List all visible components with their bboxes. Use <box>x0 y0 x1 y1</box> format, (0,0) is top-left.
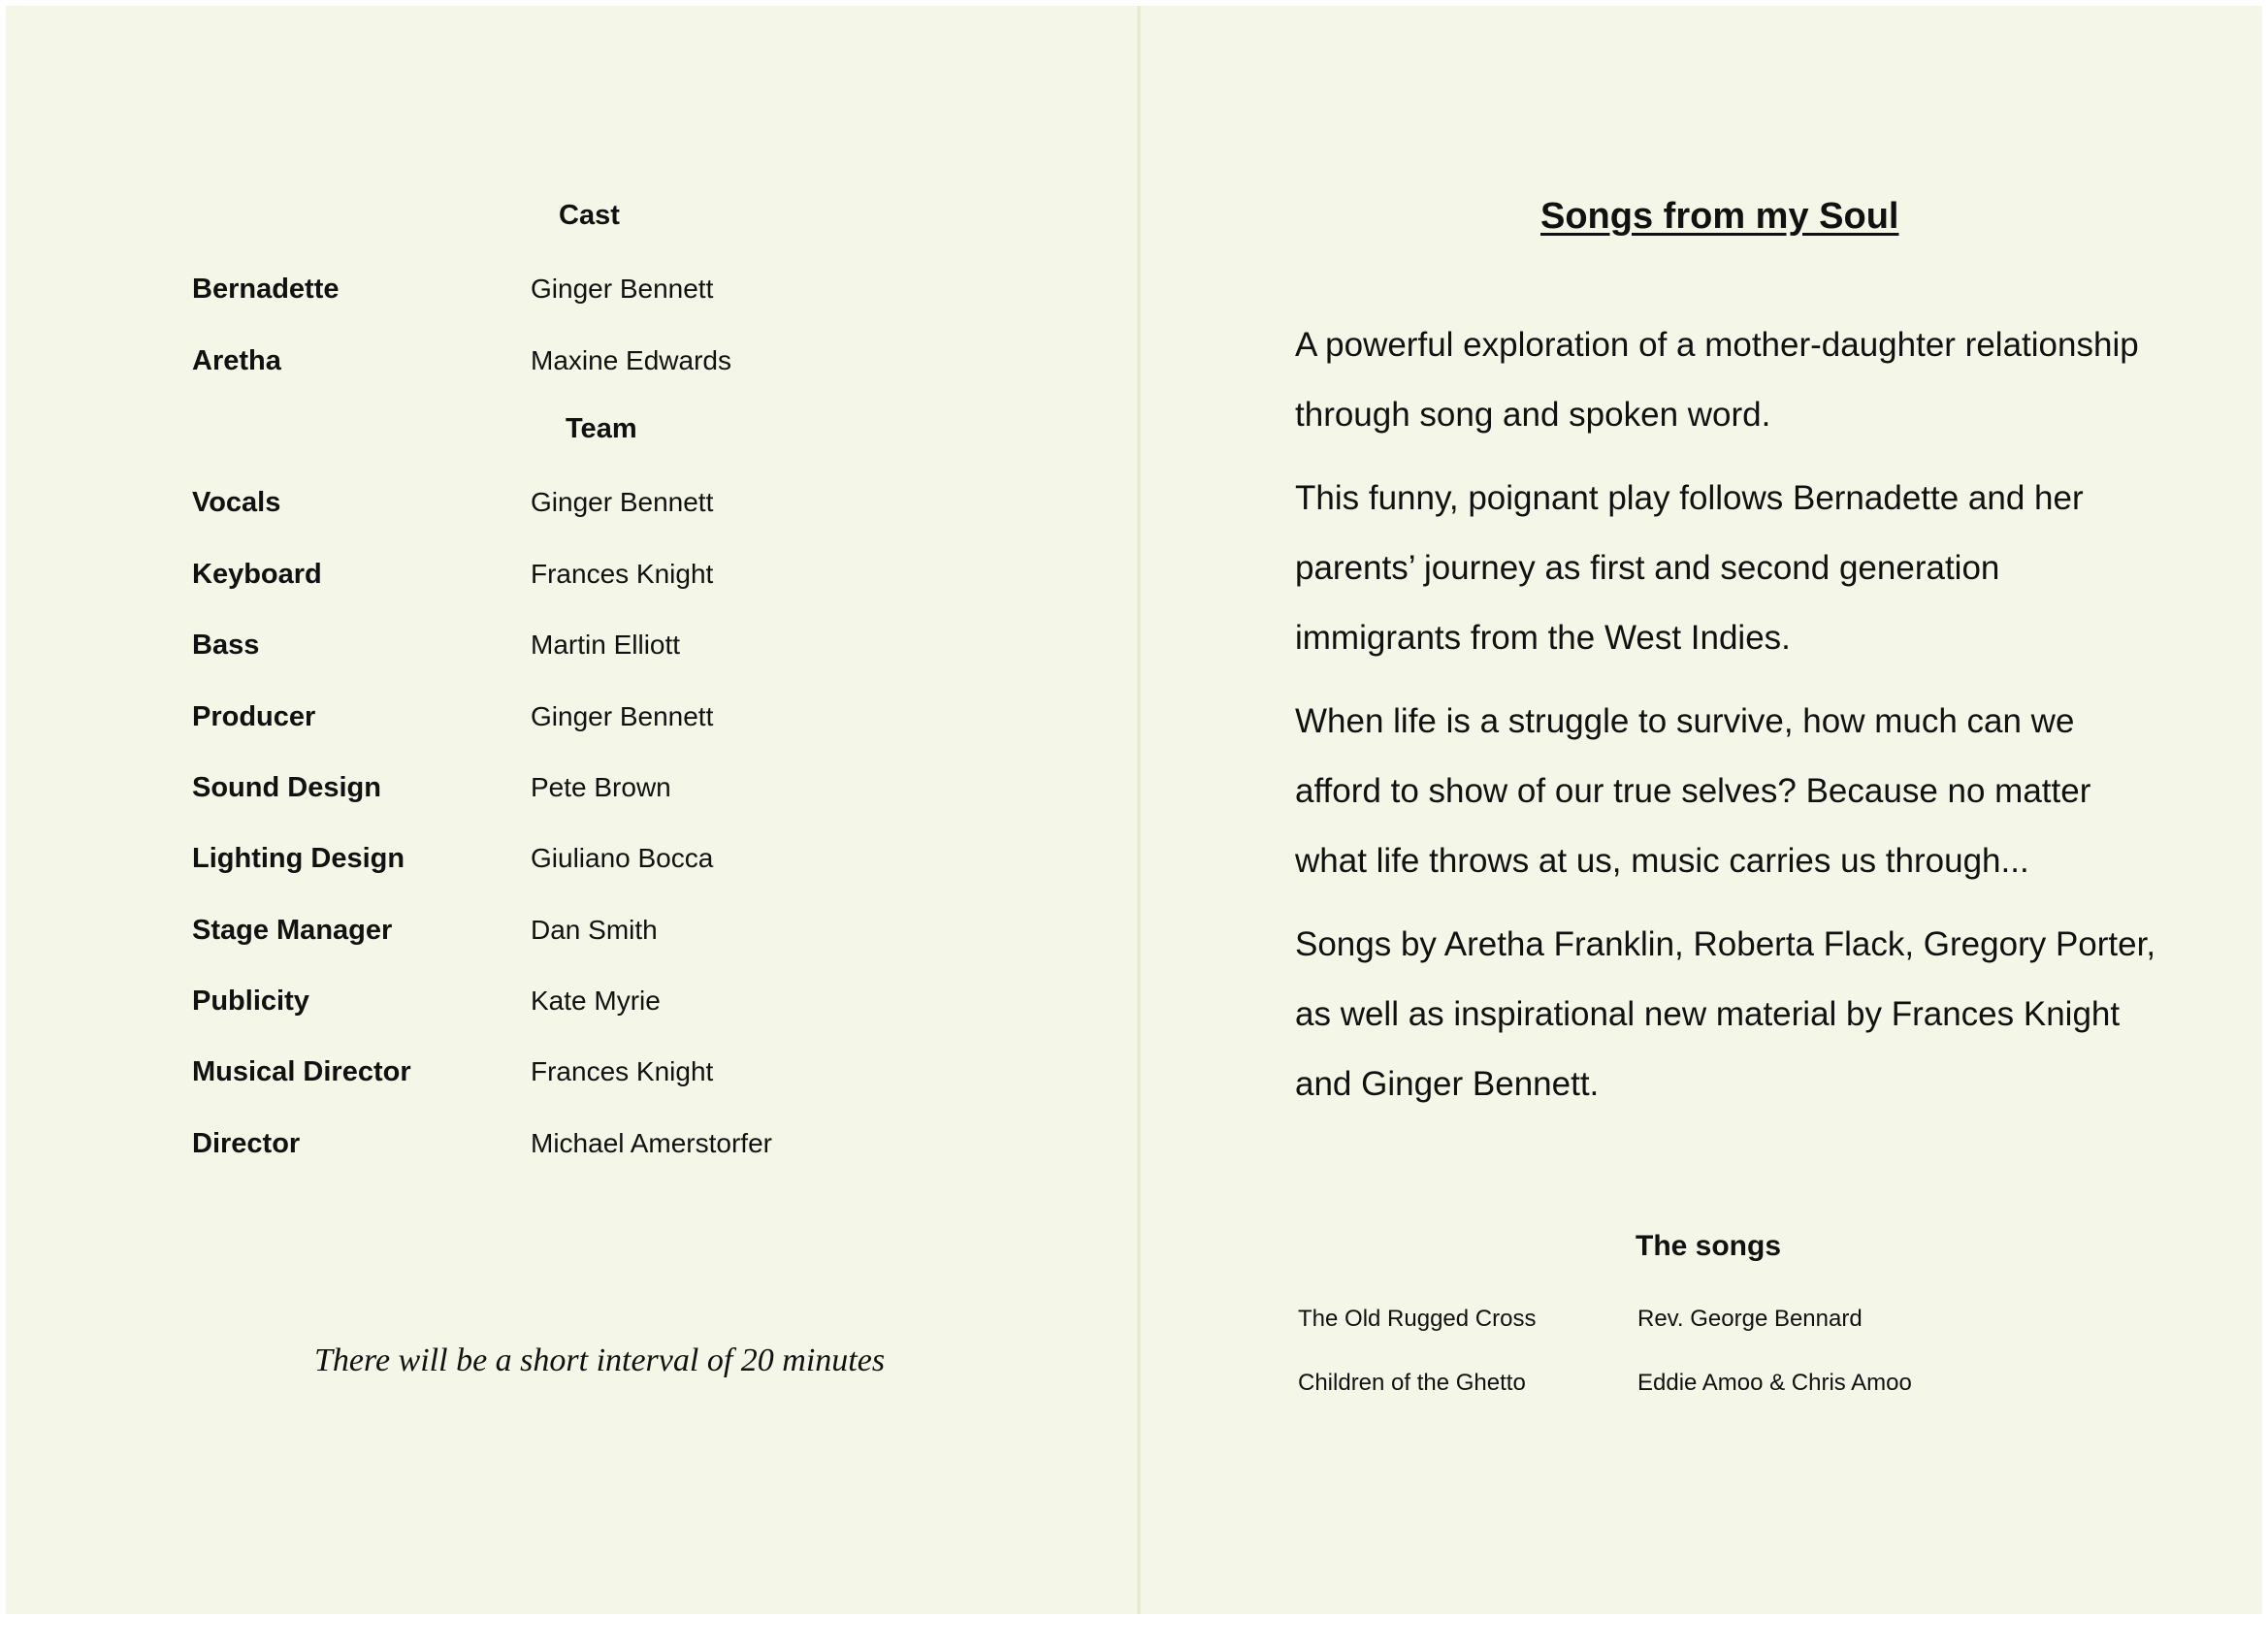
team-name: Dan Smith <box>531 915 658 945</box>
team-row <box>6 986 1137 1028</box>
cast-role: Bernadette <box>192 274 340 305</box>
team-name: Ginger Bennett <box>531 487 714 517</box>
team-row <box>6 487 1137 530</box>
team-role: Keyboard <box>192 559 322 590</box>
team-name: Michael Amerstorfer <box>531 1128 772 1158</box>
team-row <box>6 772 1137 815</box>
team-row <box>6 630 1137 672</box>
team-name: Kate Myrie <box>531 986 661 1016</box>
team-name: Martin Elliott <box>531 630 681 660</box>
team-role: Vocals <box>192 487 281 518</box>
team-row <box>6 915 1137 957</box>
cast-heading: Cast <box>559 200 620 231</box>
team-role: Director <box>192 1128 301 1159</box>
team-row <box>6 843 1137 886</box>
show-title: Songs from my Soul <box>1540 196 1899 237</box>
team-name: Pete Brown <box>531 772 671 802</box>
song-writer: Rev. George Bennard <box>1637 1306 1863 1332</box>
song-row <box>1141 1370 2262 1408</box>
programme-sheet <box>6 6 2262 1614</box>
description-paragraph: When life is a struggle to survive, how much can we afford to show of our true selves? Because no matter what life throws at us, music carries us through... <box>1295 702 2091 880</box>
description-paragraph: Songs by Aretha Franklin, Roberta Flack, Gregory Porter, as well as inspirational new material by Frances Knight and Ginger Bennett. <box>1295 925 2156 1103</box>
left-page <box>6 6 1137 1614</box>
team-role: Producer <box>192 701 316 732</box>
description-paragraph: A powerful exploration of a mother-daughter relationship through song and spoken word. <box>1295 326 2139 434</box>
cast-name: Ginger Bennett <box>531 274 714 304</box>
cast-name: Maxine Edwards <box>531 345 731 375</box>
team-role: Bass <box>192 630 260 661</box>
team-row <box>6 1128 1137 1171</box>
team-name: Giuliano Bocca <box>531 843 714 873</box>
team-heading: Team <box>566 413 637 444</box>
team-name: Ginger Bennett <box>531 701 714 731</box>
right-page <box>1141 6 2262 1614</box>
description-paragraph: This funny, poignant play follows Bernadette and her parents’ journey as first and second generation immigrants from the West Indies. <box>1295 479 2084 657</box>
songs-heading: The songs <box>1636 1230 1782 1262</box>
interval-note: There will be a short interval of 20 minutes <box>314 1342 886 1378</box>
team-name: Frances Knight <box>531 1056 714 1086</box>
team-role: Stage Manager <box>192 915 393 946</box>
song-writer: Eddie Amoo & Chris Amoo <box>1637 1370 1912 1396</box>
cast-role: Aretha <box>192 345 281 376</box>
cast-row <box>6 274 1137 316</box>
team-row <box>6 559 1137 601</box>
team-name: Frances Knight <box>531 559 714 589</box>
song-row <box>1141 1306 2262 1344</box>
song-title: Children of the Ghetto <box>1298 1370 1526 1396</box>
cast-row <box>6 345 1137 388</box>
team-role: Musical Director <box>192 1056 411 1087</box>
team-row <box>6 701 1137 744</box>
team-role: Sound Design <box>192 772 381 803</box>
team-row <box>6 1056 1137 1099</box>
team-role: Publicity <box>192 986 309 1017</box>
team-role: Lighting Design <box>192 843 405 874</box>
song-title: The Old Rugged Cross <box>1298 1306 1537 1332</box>
